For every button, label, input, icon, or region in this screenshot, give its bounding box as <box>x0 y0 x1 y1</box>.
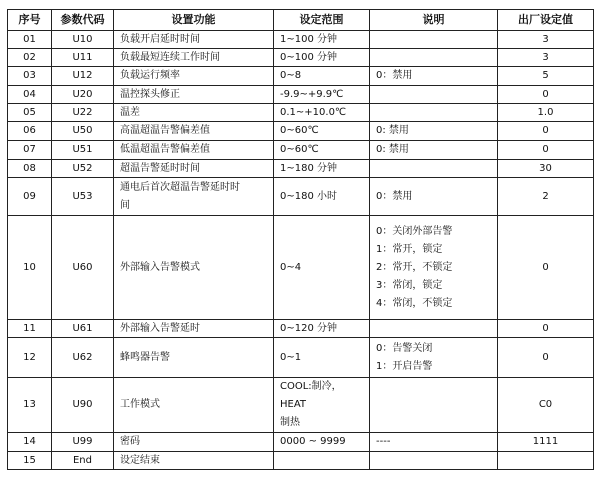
table-row <box>8 49 594 67</box>
cell-default: 2 <box>498 178 594 216</box>
cell-note <box>370 452 498 470</box>
cell-code: U50 <box>52 122 114 141</box>
cell-default: C0 <box>498 378 594 433</box>
cell-note-line: 0: 禁用 <box>376 144 409 155</box>
cell-note <box>370 178 498 216</box>
cell-no: 05 <box>8 104 52 122</box>
cell-function: 负载运行频率 <box>114 67 274 86</box>
cell-function: 超温告警延时时间 <box>114 160 274 178</box>
cell-no: 11 <box>8 320 52 338</box>
cell-default: 30 <box>498 160 594 178</box>
cell-default: 3 <box>498 49 594 67</box>
table-row <box>8 31 594 49</box>
cell-no: 13 <box>8 378 52 433</box>
cell-default: 0 <box>498 86 594 104</box>
cell-no: 01 <box>8 31 52 49</box>
cell-range: 0~100 分钟 <box>274 49 370 67</box>
cell-range: 1~180 分钟 <box>274 160 370 178</box>
header-no: 序号 <box>8 10 52 31</box>
cell-no: 09 <box>8 178 52 216</box>
table-row <box>8 378 594 433</box>
cell-note <box>370 141 498 160</box>
cell-range: -9.9~+9.9℃ <box>274 86 370 104</box>
cell-note-line: 0：禁用 <box>376 70 413 81</box>
cell-default: 0 <box>498 338 594 378</box>
cell-default: 3 <box>498 31 594 49</box>
table-row <box>8 141 594 160</box>
cell-no: 08 <box>8 160 52 178</box>
table-row <box>8 104 594 122</box>
cell-default: 0 <box>498 320 594 338</box>
cell-default: 5 <box>498 67 594 86</box>
cell-function: 负载最短连续工作时间 <box>114 49 274 67</box>
cell-range: 0.1~+10.0℃ <box>274 104 370 122</box>
cell-note <box>370 216 498 320</box>
cell-code: U10 <box>52 31 114 49</box>
cell-no: 10 <box>8 216 52 320</box>
cell-code: U51 <box>52 141 114 160</box>
cell-no: 15 <box>8 452 52 470</box>
cell-function: 密码 <box>114 433 274 452</box>
cell-note-line: 0：关闭外部告警 <box>376 225 453 237</box>
table-row <box>8 160 594 178</box>
cell-note-line: 1：常开，锁定 <box>376 243 443 255</box>
cell-code: U11 <box>52 49 114 67</box>
header-note: 说明 <box>370 10 498 31</box>
cell-range: 0~120 分钟 <box>274 320 370 338</box>
cell-function: 外部输入告警延时 <box>114 320 274 338</box>
cell-function: 负载开启延时时间 <box>114 31 274 49</box>
cell-no: 07 <box>8 141 52 160</box>
cell-note-line: ---- <box>376 436 391 447</box>
cell-range: 0~180 小时 <box>274 178 370 216</box>
cell-default: 1111 <box>498 433 594 452</box>
cell-function: 工作模式 <box>114 378 274 433</box>
cell-function-line: 通电后首次超温告警延时时 <box>120 181 240 193</box>
cell-note <box>370 67 498 86</box>
cell-function <box>114 178 274 216</box>
cell-range: 0~8 <box>274 67 370 86</box>
cell-note <box>370 86 498 104</box>
cell-note-line: 0：禁用 <box>376 190 413 202</box>
cell-note <box>370 104 498 122</box>
cell-default: 0 <box>498 216 594 320</box>
cell-default: 0 <box>498 122 594 141</box>
cell-no: 02 <box>8 49 52 67</box>
cell-no: 04 <box>8 86 52 104</box>
cell-function-line: 间 <box>120 199 130 211</box>
cell-range-line: COOL:制冷，HEAT <box>280 381 342 410</box>
cell-code: U60 <box>52 216 114 320</box>
cell-code: End <box>52 452 114 470</box>
header-range: 设定范围 <box>274 10 370 31</box>
cell-note <box>370 433 498 452</box>
table-row <box>8 452 594 470</box>
cell-note-line: 4：常闭，不锁定 <box>376 297 453 309</box>
cell-note <box>370 49 498 67</box>
cell-no: 12 <box>8 338 52 378</box>
cell-range <box>274 378 370 433</box>
cell-note <box>370 122 498 141</box>
table-row <box>8 178 594 216</box>
cell-note <box>370 160 498 178</box>
cell-code: U22 <box>52 104 114 122</box>
cell-note-line: 0: 禁用 <box>376 125 409 136</box>
cell-note <box>370 31 498 49</box>
header-row <box>8 10 594 31</box>
cell-default: 1.0 <box>498 104 594 122</box>
cell-code: U90 <box>52 378 114 433</box>
cell-code: U12 <box>52 67 114 86</box>
cell-range: 0000 ~ 9999 <box>274 433 370 452</box>
cell-code: U99 <box>52 433 114 452</box>
cell-note <box>370 320 498 338</box>
cell-code: U52 <box>52 160 114 178</box>
cell-function: 温差 <box>114 104 274 122</box>
cell-function: 温控探头修正 <box>114 86 274 104</box>
table-row <box>8 216 594 320</box>
cell-no: 06 <box>8 122 52 141</box>
cell-note <box>370 378 498 433</box>
cell-function: 外部输入告警模式 <box>114 216 274 320</box>
cell-range-line: 制热 <box>280 417 300 428</box>
table-row <box>8 86 594 104</box>
cell-function: 蜂鸣器告警 <box>114 338 274 378</box>
table-row <box>8 320 594 338</box>
table-row <box>8 338 594 378</box>
cell-range: 0~1 <box>274 338 370 378</box>
cell-note <box>370 338 498 378</box>
header-default: 出厂设定值 <box>498 10 594 31</box>
cell-code: U20 <box>52 86 114 104</box>
table-row <box>8 67 594 86</box>
table-row <box>8 433 594 452</box>
cell-default: 0 <box>498 141 594 160</box>
cell-function: 设定结束 <box>114 452 274 470</box>
cell-function: 低温超温告警偏差值 <box>114 141 274 160</box>
cell-code: U53 <box>52 178 114 216</box>
cell-code: U62 <box>52 338 114 378</box>
cell-no: 03 <box>8 67 52 86</box>
cell-range: 0~60℃ <box>274 122 370 141</box>
cell-function: 高温超温告警偏差值 <box>114 122 274 141</box>
cell-range: 0~60℃ <box>274 141 370 160</box>
cell-no: 14 <box>8 433 52 452</box>
table-row <box>8 122 594 141</box>
cell-note-line: 0：告警关闭 <box>376 342 433 354</box>
cell-note-line: 2：常开，不锁定 <box>376 261 453 273</box>
header-code: 参数代码 <box>52 10 114 31</box>
cell-default <box>498 452 594 470</box>
cell-range: 0~4 <box>274 216 370 320</box>
cell-code: U61 <box>52 320 114 338</box>
parameter-table <box>7 9 594 470</box>
cell-range <box>274 452 370 470</box>
cell-note-line: 1：开启告警 <box>376 360 433 372</box>
cell-range: 1~100 分钟 <box>274 31 370 49</box>
cell-note-line: 3：常闭，锁定 <box>376 279 443 291</box>
header-function: 设置功能 <box>114 10 274 31</box>
